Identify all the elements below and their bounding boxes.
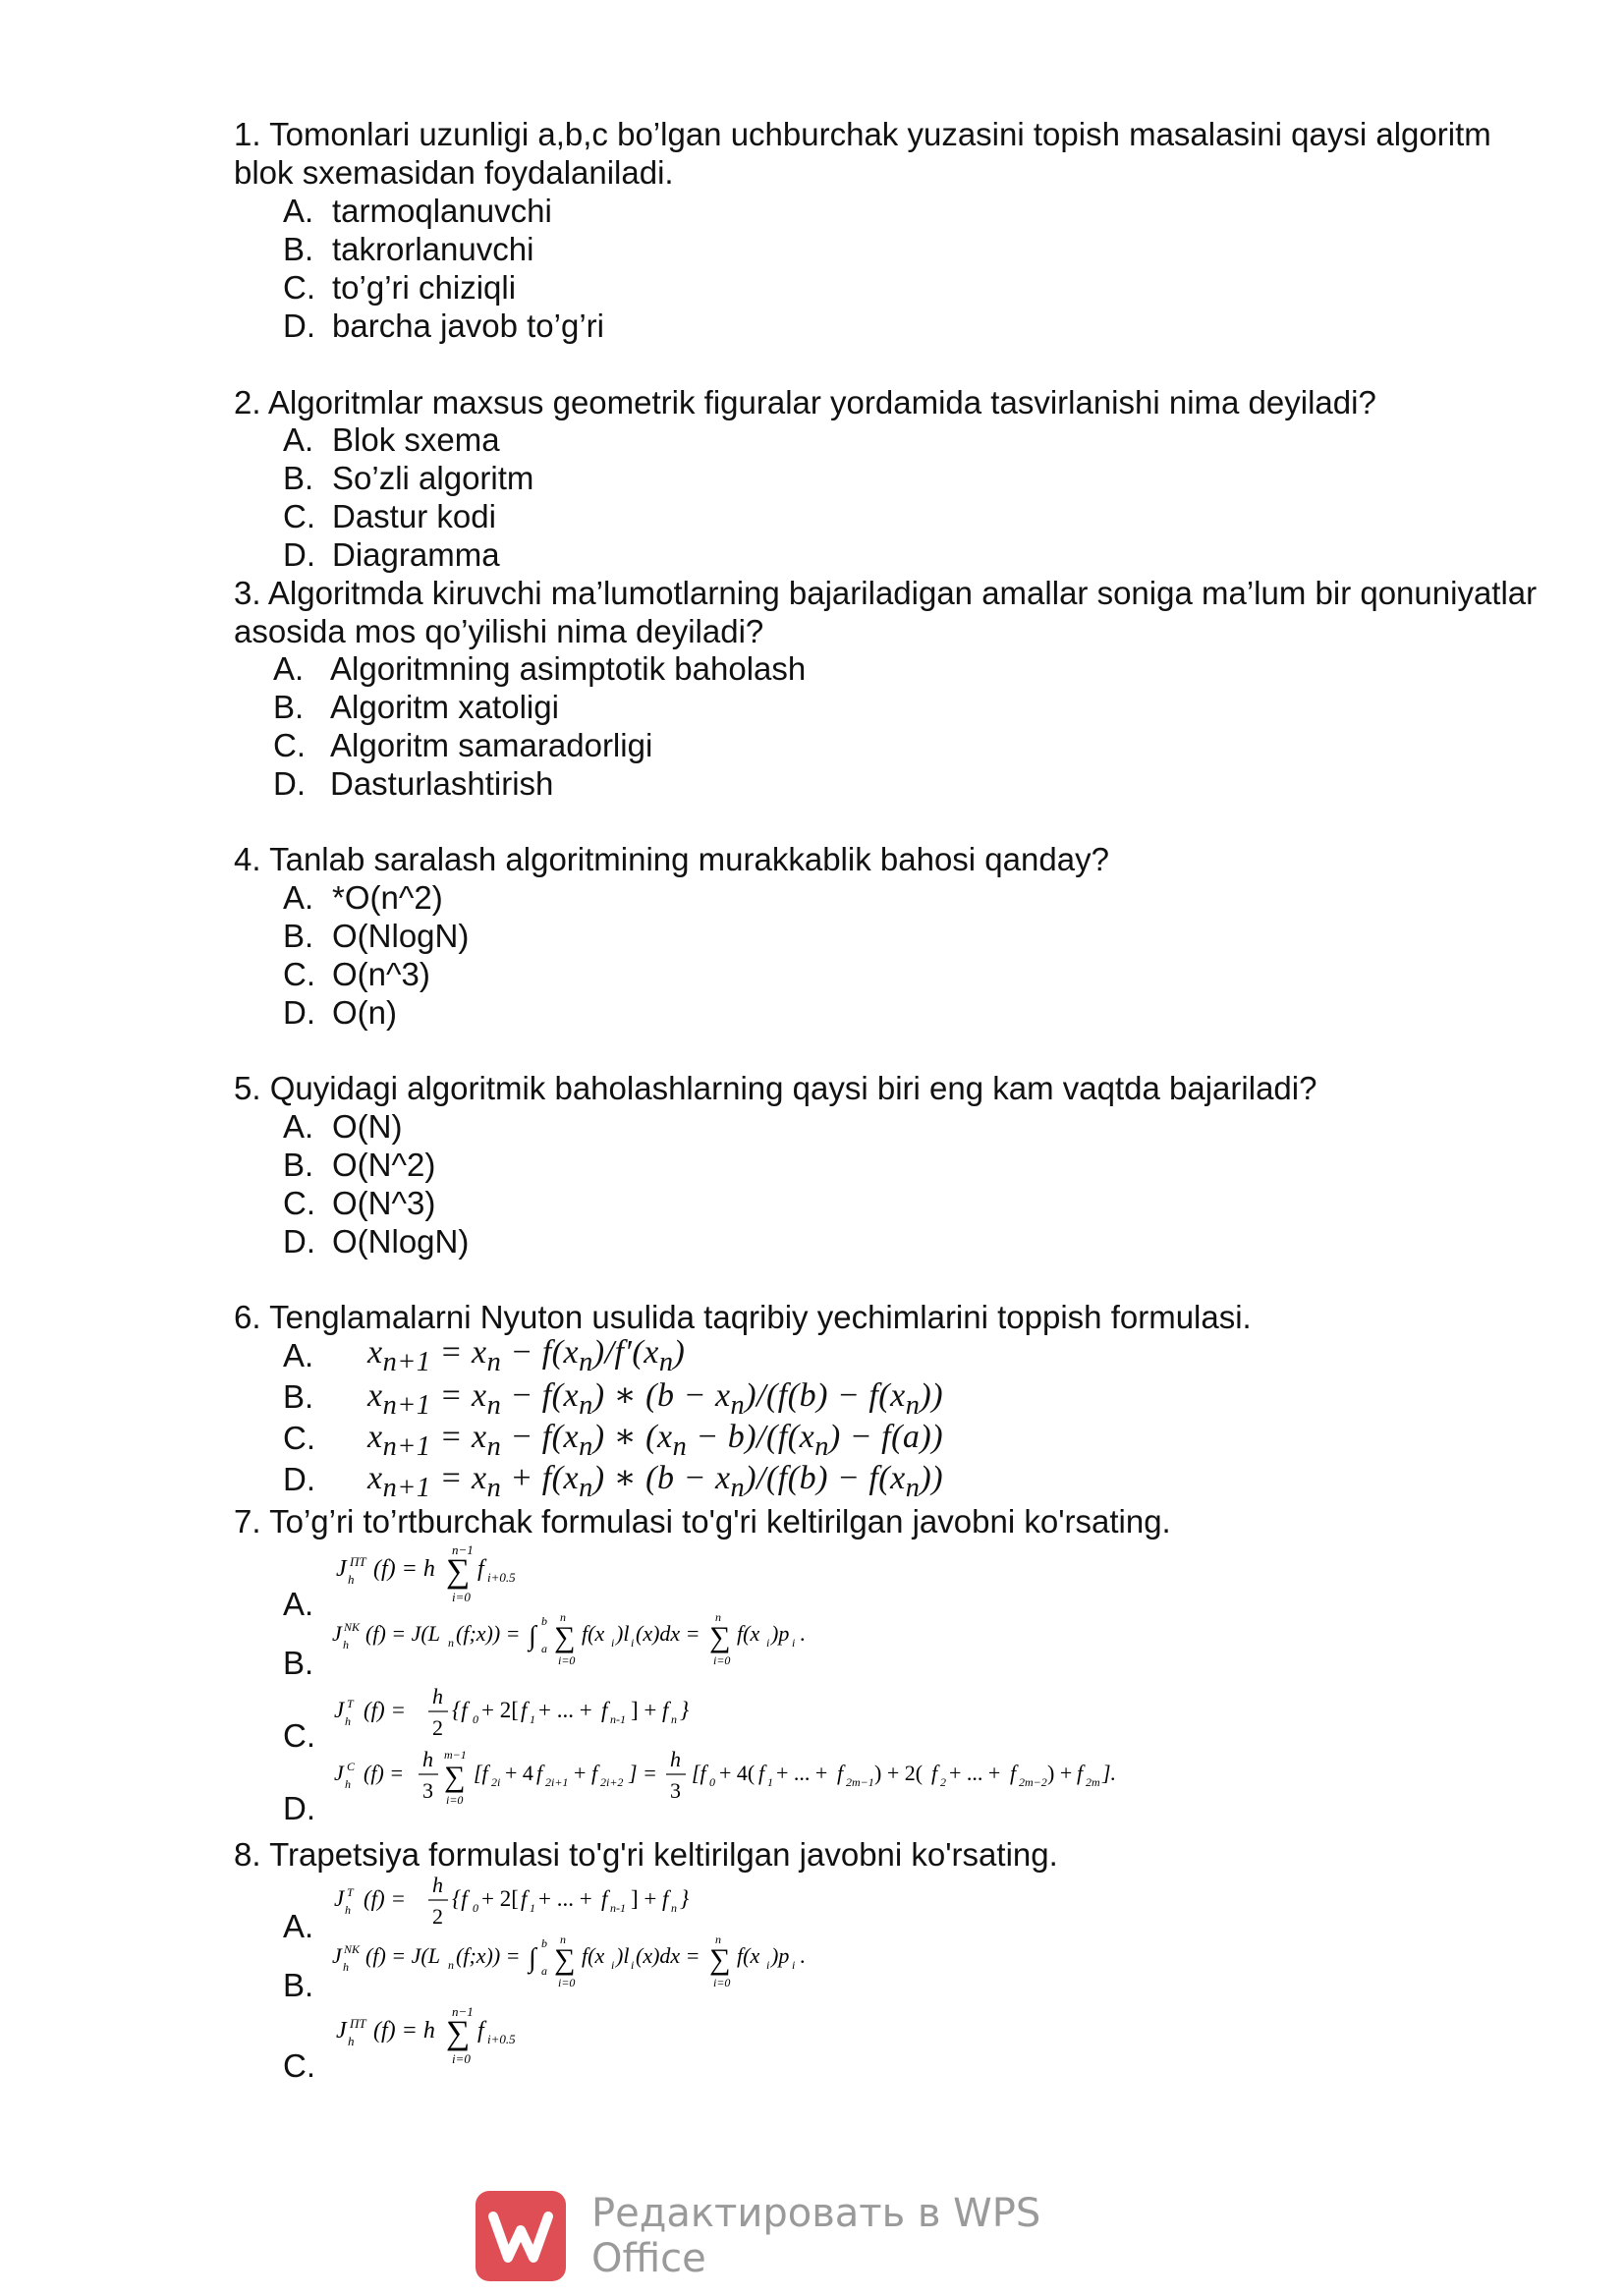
svg-text:(f;x)) =: (f;x)) = <box>456 1621 521 1646</box>
option-4d <box>283 994 397 1032</box>
newton-cotes-formula <box>332 1932 882 2000</box>
svg-text:f(x: f(x <box>582 1621 605 1646</box>
option-6c <box>283 1420 332 1457</box>
svg-text:+: + <box>574 1761 587 1785</box>
option-letter: B. <box>283 1147 314 1183</box>
option-4b <box>283 918 469 955</box>
svg-text:J: J <box>332 1943 342 1968</box>
newton-formula-d: $x_{n+1} = x_n + f(x_n)$ ∗ $(b - x_n)/(f(b) - f(x_n))$ <box>367 1460 944 1503</box>
svg-text:] +: ] + <box>631 1886 657 1911</box>
svg-text:∑: ∑ <box>709 1943 731 1976</box>
option-text: tarmoqlanuvchi <box>332 193 552 229</box>
option-letter: C. <box>283 1420 315 1456</box>
option-letter: A. <box>283 879 314 916</box>
svg-text:h: h <box>345 1777 351 1791</box>
option-letter: A. <box>283 1108 314 1145</box>
option-text: Algoritm xatoligi <box>330 689 559 725</box>
option-letter: D. <box>283 536 315 573</box>
option-letter: D. <box>283 1223 315 1260</box>
svg-text:n-1: n-1 <box>610 1712 626 1726</box>
svg-text:f: f <box>758 1761 765 1785</box>
svg-text:3: 3 <box>422 1778 433 1803</box>
svg-text:a: a <box>541 1964 547 1978</box>
svg-text:}: } <box>680 1698 690 1722</box>
option-3b <box>273 689 559 726</box>
svg-text:] =: ] = <box>629 1761 657 1785</box>
option-4a <box>283 879 443 917</box>
svg-text:i=0: i=0 <box>452 1590 471 1604</box>
option-2b <box>283 460 533 497</box>
newton-cotes-formula <box>332 1609 882 1678</box>
option-letter: C. <box>283 2047 315 2084</box>
svg-text:)p: )p <box>771 1621 790 1646</box>
svg-text:)l: )l <box>616 1621 630 1646</box>
svg-text:n: n <box>671 1712 677 1726</box>
svg-text:.: . <box>800 1943 806 1968</box>
option-text: to’g’ri chiziqli <box>332 269 517 306</box>
svg-text:i: i <box>611 1636 615 1650</box>
option-letter: C. <box>283 956 315 992</box>
svg-text:] +: ] + <box>631 1698 657 1722</box>
trapezoid-formula-svg <box>334 1871 727 1933</box>
svg-text:i: i <box>792 1636 796 1650</box>
svg-text:(x)dx =: (x)dx = <box>636 1621 700 1646</box>
option-letter: D. <box>273 765 306 802</box>
svg-text:h: h <box>432 1684 443 1708</box>
svg-text:T: T <box>347 1697 354 1710</box>
svg-text:0: 0 <box>709 1775 715 1789</box>
svg-text:f: f <box>521 1698 528 1722</box>
svg-text:i+0.5: i+0.5 <box>487 2032 516 2046</box>
svg-text:f: f <box>477 1556 484 1582</box>
option-letter: B. <box>283 1378 314 1415</box>
svg-text:n: n <box>560 1932 566 1946</box>
svg-text:n: n <box>448 1636 454 1650</box>
svg-text:{f: {f <box>452 1886 468 1911</box>
svg-text:(f) = J(L: (f) = J(L <box>365 1943 440 1968</box>
svg-text:i=0: i=0 <box>713 1653 731 1667</box>
svg-text:i: i <box>766 1636 770 1650</box>
option-8b <box>283 1967 332 2004</box>
svg-text:+ 2[: + 2[ <box>481 1698 519 1722</box>
option-5a <box>283 1108 402 1146</box>
svg-text:i=0: i=0 <box>558 1976 576 1989</box>
option-letter: B. <box>283 1645 314 1681</box>
svg-text:T: T <box>347 1885 354 1899</box>
svg-text:) + 2(: ) + 2( <box>874 1761 924 1785</box>
option-letter: D. <box>283 994 315 1031</box>
svg-text:i=0: i=0 <box>713 1976 731 1989</box>
svg-text:∑: ∑ <box>446 1553 471 1590</box>
svg-text:h: h <box>432 1873 443 1897</box>
option-letter: A. <box>283 1337 314 1373</box>
question-8-text: 8. Trapetsiya formulasi to'g'ri keltirilgan javobni ko'rsating. <box>234 1836 1058 1873</box>
svg-text:∑: ∑ <box>709 1621 731 1653</box>
svg-text:f: f <box>837 1761 844 1785</box>
svg-text:}: } <box>680 1886 690 1911</box>
option-2a <box>283 421 500 459</box>
svg-text:f: f <box>662 1698 669 1722</box>
option-text: O(n^3) <box>332 956 430 992</box>
svg-text:h: h <box>422 1747 433 1771</box>
svg-text:f(x: f(x <box>582 1943 605 1968</box>
svg-text:f: f <box>601 1698 608 1722</box>
svg-text:f: f <box>601 1886 608 1911</box>
svg-text:i: i <box>631 1636 635 1650</box>
question-3-text: 3. Algoritmda kiruvchi ma’lumotlarning bajariladigan amallar soniga ma’lum bir qonuniyatlar asosida mos qo’yilishi nima deyiladi? <box>234 575 1538 649</box>
option-7d <box>283 1790 332 1827</box>
svg-text:2m−2: 2m−2 <box>1019 1775 1047 1789</box>
svg-text:∑: ∑ <box>554 1621 576 1653</box>
option-letter: D. <box>283 308 315 344</box>
option-1a <box>283 193 552 230</box>
svg-text:1: 1 <box>530 1901 535 1915</box>
option-text: barcha javob to’g’ri <box>332 308 604 344</box>
option-8a <box>283 1908 332 1945</box>
wps-logo-glyph <box>476 2191 566 2281</box>
rectangle-formula <box>336 2002 690 2079</box>
svg-text:+ 2[: + 2[ <box>481 1886 519 1911</box>
svg-text:∫: ∫ <box>529 1621 536 1652</box>
svg-text:h: h <box>670 1747 681 1771</box>
svg-text:J: J <box>334 1761 344 1785</box>
svg-text:h: h <box>348 1572 355 1587</box>
svg-text:n: n <box>671 1901 677 1915</box>
svg-text:NK: NK <box>344 1942 361 1956</box>
newton-formula-a: $x_{n+1} = x_n - f(x_n)/f'(x_n)$ <box>367 1334 686 1377</box>
svg-text:h: h <box>348 2034 355 2048</box>
option-3a <box>273 650 806 688</box>
svg-text:∫: ∫ <box>529 1943 536 1974</box>
svg-text:f(x: f(x <box>737 1943 760 1968</box>
svg-text:(f) = h: (f) = h <box>373 1556 435 1582</box>
option-text: O(N) <box>332 1108 403 1145</box>
question-4-text: 4. Tanlab saralash algoritmining murakkablik bahosi qanday? <box>234 841 1109 877</box>
question-5-text: 5. Quyidagi algoritmik baholashlarning qaysi biri eng kam vaqtda bajariladi? <box>234 1070 1317 1106</box>
option-letter: C. <box>283 1185 315 1221</box>
option-letter: B. <box>283 918 314 954</box>
svg-text:0: 0 <box>473 1712 478 1726</box>
option-letter: B. <box>283 231 314 267</box>
option-letter: B. <box>283 460 314 496</box>
svg-text:2m: 2m <box>1086 1775 1100 1789</box>
question-6-text: 6. Tenglamalarni Nyuton usulida taqribiy yechimlarini toppish formulasi. <box>234 1299 1252 1335</box>
svg-text:n: n <box>715 1932 721 1946</box>
svg-text:{f: {f <box>452 1698 468 1722</box>
svg-text:(f) =: (f) = <box>364 1886 406 1911</box>
svg-text:h: h <box>345 1903 351 1917</box>
svg-text:f: f <box>591 1761 598 1785</box>
svg-text:h: h <box>343 1638 349 1652</box>
simpson-formula-svg <box>334 1747 1140 1812</box>
svg-text:2: 2 <box>432 1904 443 1929</box>
option-7c <box>283 1717 332 1755</box>
svg-text:i: i <box>611 1958 615 1972</box>
option-3d <box>273 765 553 803</box>
option-text: Blok sxema <box>332 421 500 458</box>
svg-text:2i: 2i <box>491 1775 501 1789</box>
option-1b <box>283 231 533 268</box>
simpson-formula <box>334 1747 1140 1818</box>
svg-text:ПТ: ПТ <box>350 1554 366 1569</box>
newton-formula-b: $x_{n+1} = x_n - f(x_n)$ ∗ $(b - x_n)/(f(b) - f(x_n))$ <box>367 1377 944 1421</box>
svg-text:m−1: m−1 <box>444 1748 467 1762</box>
rectangle-formula-svg <box>336 1540 690 1611</box>
svg-text:h: h <box>343 1960 349 1974</box>
svg-text:+ 4(: + 4( <box>719 1761 756 1785</box>
svg-text:+ 4: + 4 <box>505 1761 533 1785</box>
svg-text:+ ... +: + ... + <box>949 1761 1001 1785</box>
option-text: Algoritmning asimptotik baholash <box>330 650 807 687</box>
svg-text:1: 1 <box>767 1775 773 1789</box>
svg-text:(f;x)) =: (f;x)) = <box>456 1943 521 1968</box>
option-text: O(NlogN) <box>332 1223 470 1260</box>
option-5d <box>283 1223 469 1260</box>
option-letter: D. <box>283 1461 315 1497</box>
svg-text:ПТ: ПТ <box>350 2016 366 2031</box>
svg-text:∑: ∑ <box>446 2015 471 2051</box>
option-letter: A. <box>283 421 314 458</box>
svg-text:n−1: n−1 <box>452 1542 474 1557</box>
svg-text:a: a <box>541 1642 547 1655</box>
svg-text:)p: )p <box>771 1943 790 1968</box>
wps-office-banner[interactable] <box>476 2189 1163 2283</box>
option-text: O(n) <box>332 994 397 1031</box>
svg-text:n: n <box>560 1610 566 1624</box>
option-3c <box>273 727 652 764</box>
svg-text:(f) = h: (f) = h <box>373 2018 435 2044</box>
svg-text:n: n <box>715 1610 721 1624</box>
svg-text:[f: [f <box>474 1761 488 1785</box>
svg-text:n-1: n-1 <box>610 1901 626 1915</box>
question-1-text: 1. Tomonlari uzunligi a,b,c bo’lgan uchburchak yuzasini topish masalasini qaysi algoritm blok sxemasidan foydalaniladi. <box>234 116 1491 191</box>
option-letter: A. <box>283 1908 314 1944</box>
svg-text:J: J <box>336 1556 347 1582</box>
option-5b <box>283 1147 435 1184</box>
svg-text:i: i <box>631 1958 635 1972</box>
newton-cotes-formula-svg <box>332 1609 882 1672</box>
option-4c <box>283 956 430 993</box>
option-letter: B. <box>283 1967 314 2003</box>
svg-text:+ ... +: + ... + <box>538 1698 592 1722</box>
svg-text:f: f <box>931 1761 938 1785</box>
svg-text:i=0: i=0 <box>446 1793 464 1807</box>
svg-text:2i+1: 2i+1 <box>545 1775 569 1789</box>
svg-text:J: J <box>336 2018 347 2044</box>
svg-text:f: f <box>1077 1761 1084 1785</box>
option-letter: C. <box>283 498 315 534</box>
svg-text:i: i <box>792 1958 796 1972</box>
svg-text:i: i <box>766 1958 770 1972</box>
svg-text:f: f <box>1010 1761 1017 1785</box>
svg-text:J: J <box>334 1886 345 1911</box>
option-1d <box>283 308 604 345</box>
svg-text:.: . <box>800 1621 806 1646</box>
option-6d <box>283 1461 332 1498</box>
option-2c <box>283 498 496 535</box>
option-text: Dasturlashtirish <box>330 765 554 802</box>
svg-text:n: n <box>448 1958 454 1972</box>
option-1c <box>283 269 516 307</box>
svg-text:h: h <box>345 1714 351 1728</box>
trapezoid-formula <box>334 1682 727 1751</box>
trapezoid-formula <box>334 1871 727 1939</box>
svg-text:∑: ∑ <box>554 1943 576 1976</box>
option-letter: A. <box>283 193 314 229</box>
option-letter: C. <box>283 269 315 306</box>
svg-text:].: ]. <box>1102 1761 1117 1785</box>
svg-text:[f: [f <box>692 1761 706 1785</box>
option-text: So’zli algoritm <box>332 460 534 496</box>
rectangle-formula-svg <box>336 2002 690 2073</box>
option-7a <box>283 1586 332 1623</box>
svg-text:i=0: i=0 <box>558 1653 576 1667</box>
option-letter: A. <box>273 650 305 687</box>
svg-text:)l: )l <box>616 1943 630 1968</box>
option-2d <box>283 536 500 574</box>
option-text: O(NlogN) <box>332 918 470 954</box>
svg-text:3: 3 <box>670 1778 681 1803</box>
question-2-text: 2. Algoritmlar maxsus geometrik figuralar yordamida tasvirlanishi nima deyiladi? <box>234 384 1376 420</box>
svg-text:b: b <box>541 1614 547 1628</box>
svg-text:1: 1 <box>530 1712 535 1726</box>
svg-text:+ ... +: + ... + <box>538 1886 592 1911</box>
newton-cotes-formula-svg <box>332 1932 882 1994</box>
svg-text:n−1: n−1 <box>452 2004 474 2019</box>
trapezoid-formula-svg <box>334 1682 727 1745</box>
svg-text:f: f <box>477 2018 484 2044</box>
option-text: Dastur kodi <box>332 498 496 534</box>
option-5c <box>283 1185 435 1222</box>
svg-text:(x)dx =: (x)dx = <box>636 1943 700 1968</box>
svg-text:+ ... +: + ... + <box>776 1761 828 1785</box>
option-text: O(N^3) <box>332 1185 436 1221</box>
svg-text:b: b <box>541 1936 547 1950</box>
option-8c <box>283 2047 332 2085</box>
option-letter: D. <box>283 1790 315 1826</box>
option-text: *O(n^2) <box>332 879 443 916</box>
svg-text:NK: NK <box>344 1620 361 1634</box>
svg-text:(f) = J(L: (f) = J(L <box>365 1621 440 1646</box>
option-text: O(N^2) <box>332 1147 436 1183</box>
svg-text:f: f <box>521 1886 528 1911</box>
option-text: takrorlanuvchi <box>332 231 534 267</box>
svg-text:2i+2: 2i+2 <box>600 1775 624 1789</box>
svg-text:J: J <box>332 1621 342 1646</box>
svg-text:(f) =: (f) = <box>364 1698 406 1722</box>
option-letter: C. <box>273 727 306 763</box>
svg-text:2m−1: 2m−1 <box>846 1775 874 1789</box>
newton-formula-c: $x_{n+1} = x_n - f(x_n)$ ∗ $(x_n - b)/(f(x_n) - f(a))$ <box>367 1419 944 1462</box>
option-letter: C. <box>283 1717 315 1754</box>
svg-text:J: J <box>334 1698 345 1722</box>
option-6b <box>283 1378 332 1416</box>
svg-text:) +: ) + <box>1047 1761 1073 1785</box>
svg-text:f: f <box>662 1886 669 1911</box>
svg-text:(f) =: (f) = <box>364 1761 405 1785</box>
option-letter: B. <box>273 689 305 725</box>
option-7b <box>283 1645 332 1682</box>
option-text: Algoritm samaradorligi <box>330 727 653 763</box>
svg-text:f(x: f(x <box>737 1621 760 1646</box>
rectangle-formula <box>336 1540 690 1617</box>
svg-text:∑: ∑ <box>444 1761 466 1793</box>
svg-text:2: 2 <box>432 1715 443 1740</box>
svg-text:i=0: i=0 <box>452 2051 471 2066</box>
option-letter: A. <box>283 1586 314 1622</box>
svg-text:i+0.5: i+0.5 <box>487 1570 516 1585</box>
svg-text:0: 0 <box>473 1901 478 1915</box>
option-6a <box>283 1337 332 1374</box>
question-7-text: 7. To’g’ri to’rtburchak formulasi to'g'ri keltirilgan javobni ko'rsating. <box>234 1503 1171 1540</box>
option-text: Diagramma <box>332 536 500 573</box>
wps-office-logo-icon <box>476 2191 566 2281</box>
wps-office-text: Редактировать в WPS Office <box>591 2191 1041 2281</box>
svg-text:f: f <box>536 1761 543 1785</box>
svg-text:2: 2 <box>940 1775 946 1789</box>
svg-text:C: C <box>347 1760 356 1773</box>
